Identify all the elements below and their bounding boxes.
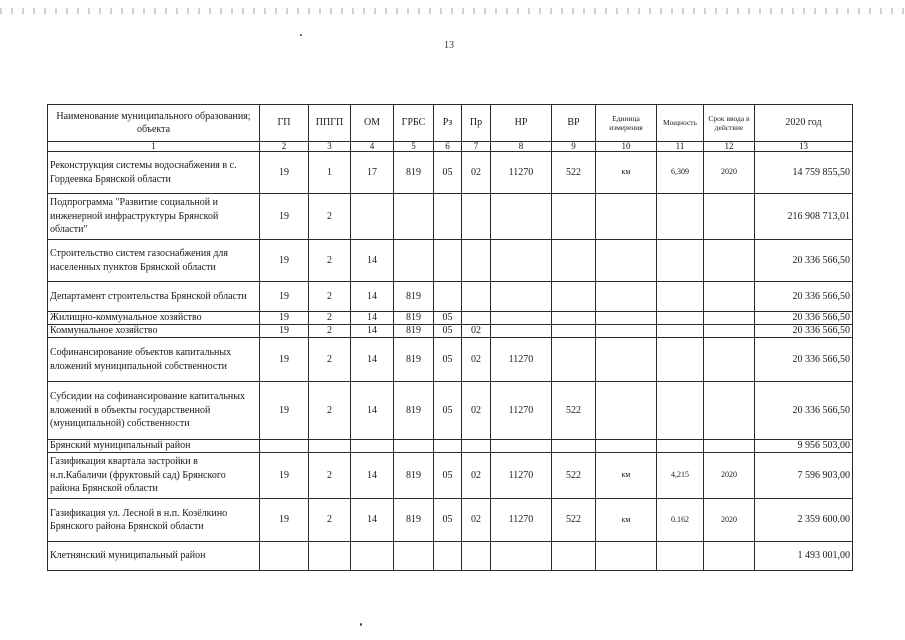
header-row — [48, 105, 853, 142]
cell-pr — [462, 240, 491, 282]
cell-pr: 02 — [462, 453, 491, 499]
cell-ppgp: 2 — [309, 499, 351, 542]
cell-amount: 20 336 566,50 — [755, 312, 853, 325]
cell-deadline — [704, 325, 755, 338]
cell-nr: 11270 — [491, 338, 552, 382]
cell-rz — [434, 240, 462, 282]
header-grbs: ГРБС — [394, 105, 434, 142]
column-number: 13 — [755, 142, 853, 152]
cell-grbs: 819 — [394, 453, 434, 499]
cell-rz: 05 — [434, 312, 462, 325]
cell-rz: 05 — [434, 338, 462, 382]
cell-unit — [596, 282, 657, 312]
cell-amount: 2 359 600.00 — [755, 499, 853, 542]
cell-gp: 19 — [260, 312, 309, 325]
cell-nr — [491, 194, 552, 240]
table-row — [48, 152, 853, 194]
cell-gp: 19 — [260, 282, 309, 312]
column-number: 3 — [309, 142, 351, 152]
cell-ppgp: 2 — [309, 338, 351, 382]
table-row — [48, 453, 853, 499]
cell-amount: 1 493 001,00 — [755, 542, 853, 571]
cell-om: 14 — [351, 499, 394, 542]
cell-power: 0.162 — [657, 499, 704, 542]
column-number: 7 — [462, 142, 491, 152]
cell-grbs: 819 — [394, 312, 434, 325]
cell-pr — [462, 282, 491, 312]
cell-deadline — [704, 194, 755, 240]
cell-rz — [434, 194, 462, 240]
cell-ppgp — [309, 440, 351, 453]
row-name: Коммунальное хозяйство — [48, 325, 260, 338]
cell-deadline: 2020 — [704, 499, 755, 542]
cell-gp — [260, 542, 309, 571]
cell-grbs: 819 — [394, 282, 434, 312]
cell-pr — [462, 440, 491, 453]
column-number: 1 — [48, 142, 260, 152]
cell-amount: 20 336 566,50 — [755, 282, 853, 312]
cell-unit: км — [596, 152, 657, 194]
header-pr: Пр — [462, 105, 491, 142]
header-rz: Рз — [434, 105, 462, 142]
cell-vr: 522 — [552, 382, 596, 440]
cell-amount: 20 336 566,50 — [755, 382, 853, 440]
cell-nr: 11270 — [491, 382, 552, 440]
table-row — [48, 240, 853, 282]
cell-grbs — [394, 240, 434, 282]
cell-unit — [596, 240, 657, 282]
cell-pr — [462, 542, 491, 571]
table-row — [48, 312, 853, 325]
row-name: Газификация ул. Лесной в н.п. Козёлкино Брянского района Брянской области — [48, 499, 260, 542]
cell-nr — [491, 542, 552, 571]
cell-vr — [552, 542, 596, 571]
scan-edge-noise — [0, 8, 905, 14]
cell-unit: км — [596, 499, 657, 542]
cell-vr — [552, 325, 596, 338]
column-number: 12 — [704, 142, 755, 152]
cell-power: 4,215 — [657, 453, 704, 499]
cell-ppgp: 1 — [309, 152, 351, 194]
header-name: Наименование муниципального образования; объекта — [48, 105, 260, 142]
cell-nr — [491, 312, 552, 325]
cell-grbs: 819 — [394, 325, 434, 338]
cell-nr — [491, 325, 552, 338]
table-row — [48, 194, 853, 240]
cell-power — [657, 440, 704, 453]
header-vr: ВР — [552, 105, 596, 142]
cell-rz — [434, 440, 462, 453]
cell-amount: 20 336 566,50 — [755, 325, 853, 338]
cell-deadline — [704, 240, 755, 282]
table-row — [48, 499, 853, 542]
table-row — [48, 338, 853, 382]
cell-vr — [552, 338, 596, 382]
cell-om — [351, 542, 394, 571]
header-year: 2020 год — [755, 105, 853, 142]
row-name: Клетнянский муниципальный район — [48, 542, 260, 571]
cell-power — [657, 542, 704, 571]
header-nr: НР — [491, 105, 552, 142]
cell-vr — [552, 194, 596, 240]
cell-ppgp: 2 — [309, 282, 351, 312]
cell-grbs: 819 — [394, 338, 434, 382]
row-name: Подпрограмма "Развитие социальной и инженерной инфраструктуры Брянской области" — [48, 194, 260, 240]
cell-pr — [462, 194, 491, 240]
cell-pr: 02 — [462, 152, 491, 194]
column-number-row — [48, 142, 853, 152]
cell-power — [657, 194, 704, 240]
page-number: 13 — [444, 40, 454, 51]
cell-gp — [260, 440, 309, 453]
column-number: 8 — [491, 142, 552, 152]
cell-gp: 19 — [260, 240, 309, 282]
cell-rz — [434, 542, 462, 571]
cell-om — [351, 194, 394, 240]
cell-nr: 11270 — [491, 453, 552, 499]
column-number: 2 — [260, 142, 309, 152]
scan-speck — [360, 623, 362, 626]
cell-vr: 522 — [552, 453, 596, 499]
row-name: Субсидии на софинансирование капитальных вложений в объекты государственной (муниципальной) собственности — [48, 382, 260, 440]
row-name: Строительство систем газоснабжения для населенных пунктов Брянской области — [48, 240, 260, 282]
table-body — [48, 152, 853, 571]
row-name: Реконструкция системы водоснабжения в с. Гордеевка Брянской области — [48, 152, 260, 194]
header-unit: Единица измерения — [596, 105, 657, 142]
table-row — [48, 440, 853, 453]
cell-pr — [462, 312, 491, 325]
cell-power — [657, 338, 704, 382]
cell-om: 17 — [351, 152, 394, 194]
cell-ppgp: 2 — [309, 240, 351, 282]
cell-rz: 05 — [434, 499, 462, 542]
cell-ppgp: 2 — [309, 325, 351, 338]
cell-rz: 05 — [434, 152, 462, 194]
cell-unit — [596, 440, 657, 453]
cell-power — [657, 240, 704, 282]
cell-power — [657, 282, 704, 312]
cell-power: 6,309 — [657, 152, 704, 194]
cell-amount: 9 956 503,00 — [755, 440, 853, 453]
cell-ppgp: 2 — [309, 382, 351, 440]
cell-deadline — [704, 542, 755, 571]
cell-amount: 216 908 713,01 — [755, 194, 853, 240]
header-ppgp: ППГП — [309, 105, 351, 142]
table-row — [48, 282, 853, 312]
cell-unit — [596, 312, 657, 325]
cell-rz: 05 — [434, 382, 462, 440]
column-number: 4 — [351, 142, 394, 152]
cell-amount: 7 596 903,00 — [755, 453, 853, 499]
cell-amount: 20 336 566,50 — [755, 338, 853, 382]
header-om: ОМ — [351, 105, 394, 142]
cell-grbs — [394, 194, 434, 240]
header-power: Мощность — [657, 105, 704, 142]
cell-unit: км — [596, 453, 657, 499]
table-row — [48, 325, 853, 338]
row-name: Софинансирование объектов капитальных вложений муниципальной собственности — [48, 338, 260, 382]
cell-om: 14 — [351, 282, 394, 312]
cell-deadline — [704, 312, 755, 325]
cell-vr — [552, 240, 596, 282]
cell-power — [657, 325, 704, 338]
cell-gp: 19 — [260, 152, 309, 194]
header-gp: ГП — [260, 105, 309, 142]
cell-nr: 11270 — [491, 152, 552, 194]
cell-rz: 05 — [434, 453, 462, 499]
cell-pr: 02 — [462, 338, 491, 382]
cell-nr — [491, 440, 552, 453]
cell-nr: 11270 — [491, 499, 552, 542]
cell-rz: 05 — [434, 325, 462, 338]
cell-om: 14 — [351, 453, 394, 499]
cell-unit — [596, 194, 657, 240]
header-deadline: Срок ввода в действие — [704, 105, 755, 142]
row-name: Брянский муниципальный район — [48, 440, 260, 453]
cell-ppgp: 2 — [309, 312, 351, 325]
cell-deadline — [704, 382, 755, 440]
cell-gp: 19 — [260, 194, 309, 240]
cell-grbs: 819 — [394, 152, 434, 194]
cell-deadline: 2020 — [704, 152, 755, 194]
row-name: Жилищно-коммунальное хозяйство — [48, 312, 260, 325]
column-number: 9 — [552, 142, 596, 152]
cell-gp: 19 — [260, 453, 309, 499]
cell-grbs — [394, 440, 434, 453]
column-number: 5 — [394, 142, 434, 152]
cell-vr — [552, 282, 596, 312]
row-name: Газификация квартала застройки в н.п.Кабаличи (фруктовый сад) Брянского района Брянской области — [48, 453, 260, 499]
cell-rz — [434, 282, 462, 312]
cell-gp: 19 — [260, 338, 309, 382]
cell-unit — [596, 325, 657, 338]
cell-pr: 02 — [462, 325, 491, 338]
scan-speck — [300, 34, 302, 36]
cell-grbs: 819 — [394, 382, 434, 440]
table-row — [48, 382, 853, 440]
cell-vr: 522 — [552, 499, 596, 542]
cell-nr — [491, 240, 552, 282]
cell-pr: 02 — [462, 499, 491, 542]
cell-om: 14 — [351, 240, 394, 282]
row-name: Департамент строительства Брянской области — [48, 282, 260, 312]
cell-unit — [596, 338, 657, 382]
cell-amount: 14 759 855,50 — [755, 152, 853, 194]
cell-power — [657, 382, 704, 440]
cell-gp: 19 — [260, 325, 309, 338]
cell-ppgp: 2 — [309, 453, 351, 499]
cell-deadline: 2020 — [704, 453, 755, 499]
cell-deadline — [704, 338, 755, 382]
cell-unit — [596, 382, 657, 440]
cell-vr: 522 — [552, 152, 596, 194]
cell-om — [351, 440, 394, 453]
column-number: 6 — [434, 142, 462, 152]
cell-nr — [491, 282, 552, 312]
cell-pr: 02 — [462, 382, 491, 440]
cell-om: 14 — [351, 312, 394, 325]
column-number: 10 — [596, 142, 657, 152]
cell-ppgp: 2 — [309, 194, 351, 240]
cell-amount: 20 336 566,50 — [755, 240, 853, 282]
cell-grbs: 819 — [394, 499, 434, 542]
cell-om: 14 — [351, 338, 394, 382]
cell-gp: 19 — [260, 499, 309, 542]
column-number: 11 — [657, 142, 704, 152]
cell-ppgp — [309, 542, 351, 571]
cell-gp: 19 — [260, 382, 309, 440]
cell-om: 14 — [351, 382, 394, 440]
cell-vr — [552, 312, 596, 325]
table-row — [48, 542, 853, 571]
budget-table — [47, 104, 853, 571]
cell-deadline — [704, 282, 755, 312]
cell-om: 14 — [351, 325, 394, 338]
cell-power — [657, 312, 704, 325]
cell-unit — [596, 542, 657, 571]
cell-vr — [552, 440, 596, 453]
cell-grbs — [394, 542, 434, 571]
cell-deadline — [704, 440, 755, 453]
